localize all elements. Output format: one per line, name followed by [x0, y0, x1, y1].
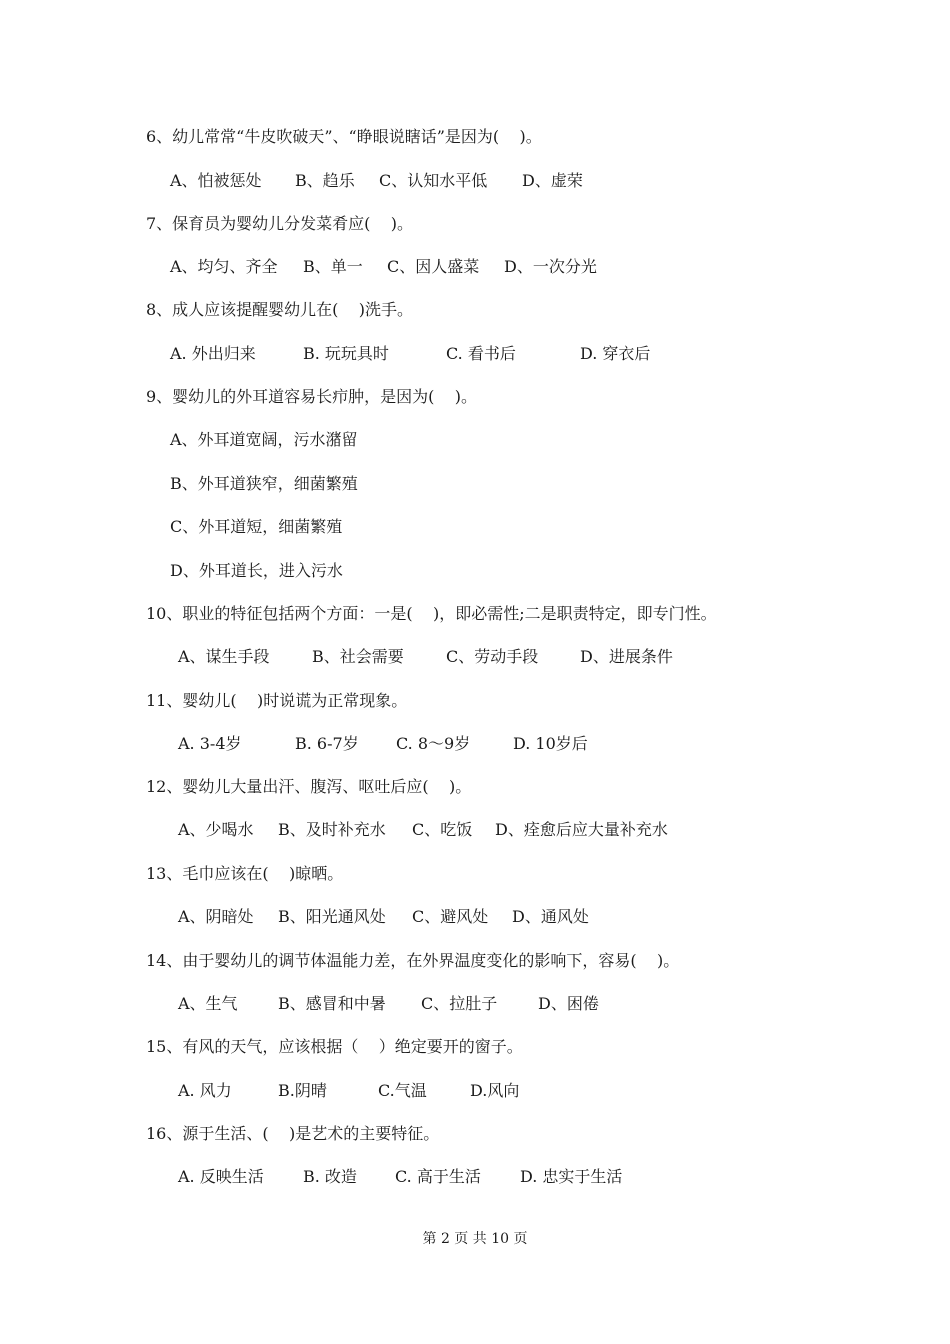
option-a: A. 3-4岁	[178, 734, 242, 753]
option-d: D.风向	[470, 1081, 520, 1100]
option-d: D、一次分光	[504, 257, 597, 276]
question-14: 14、由于婴幼儿的调节体温能力差，在外界温度变化的影响下，容易( )。	[146, 951, 680, 970]
question-12-options	[178, 819, 668, 841]
option-b: B、趋乐	[295, 171, 355, 190]
question-10: 10、职业的特征包括两个方面：一是( )，即必需性;二是职责特定，即专门性。	[146, 604, 717, 623]
option-a: A、阴暗处	[178, 907, 254, 926]
option-a: A、生气	[178, 994, 238, 1013]
question-6-options	[170, 170, 583, 192]
option-a: A、均匀、齐全	[170, 257, 278, 276]
question-7-options	[170, 256, 597, 278]
question-7: 7、保育员为婴幼儿分发菜肴应( )。	[146, 214, 414, 233]
question-11: 11、婴幼儿( )时说谎为正常现象。	[146, 691, 408, 710]
option-a: A、怕被惩处	[170, 171, 262, 190]
option-a: A、谋生手段	[178, 647, 270, 666]
option-b: B. 6-7岁	[295, 734, 359, 753]
option-c: C. 8～9岁	[396, 734, 471, 753]
option-b: B、单一	[303, 257, 363, 276]
option-d: D、进展条件	[580, 647, 673, 666]
option-c: C.气温	[378, 1081, 427, 1100]
question-11-options	[178, 733, 588, 755]
option-b: B. 改造	[303, 1167, 357, 1186]
option-a: A、外耳道宽阔，污水潴留	[170, 430, 358, 449]
option-b: B、阳光通风处	[278, 907, 386, 926]
option-b: B、外耳道狭窄，细菌繁殖	[170, 474, 358, 493]
question-6: 6、幼儿常常“牛皮吹破天”、“睁眼说瞎话”是因为( )。	[146, 127, 542, 146]
option-d: D. 忠实于生活	[520, 1167, 623, 1186]
option-c: C、拉肚子	[421, 994, 498, 1013]
question-14-options	[178, 993, 599, 1015]
option-d: D、困倦	[538, 994, 599, 1013]
option-b: B、感冒和中暑	[278, 994, 386, 1013]
question-16-options	[178, 1166, 622, 1188]
option-d: D. 穿衣后	[580, 344, 651, 363]
option-a: A. 外出归来	[170, 344, 256, 363]
question-16: 16、源于生活、( )是艺术的主要特征。	[146, 1124, 440, 1143]
option-d: D. 10岁后	[513, 734, 588, 753]
option-c: C. 看书后	[446, 344, 516, 363]
option-a: A. 反映生活	[178, 1167, 264, 1186]
option-a: A. 风力	[178, 1081, 232, 1100]
option-a: A、少喝水	[178, 820, 254, 839]
option-d: D、外耳道长，进入污水	[170, 561, 343, 580]
question-9: 9、婴幼儿的外耳道容易长疖肿，是因为( )。	[146, 387, 478, 406]
option-c: C、劳动手段	[446, 647, 539, 666]
question-13-options	[178, 906, 589, 928]
option-b: B、社会需要	[312, 647, 404, 666]
question-15-options	[178, 1080, 519, 1102]
option-b: B、及时补充水	[278, 820, 386, 839]
page-footer: 第 2 页 共 10 页	[422, 1231, 528, 1247]
option-c: C、外耳道短，细菌繁殖	[170, 517, 343, 536]
option-c: C、因人盛菜	[387, 257, 480, 276]
option-d: D、通风处	[512, 907, 589, 926]
option-b: B. 玩玩具时	[303, 344, 389, 363]
option-d: D、痊愈后应大量补充水	[495, 820, 668, 839]
question-13: 13、毛巾应该在( )晾晒。	[146, 864, 344, 883]
question-10-options	[178, 646, 673, 668]
option-c: C. 高于生活	[395, 1167, 481, 1186]
option-b: B.阴晴	[278, 1081, 327, 1100]
option-c: C、避风处	[412, 907, 489, 926]
question-15: 15、有风的天气，应该根据（ ）绝定要开的窗子。	[146, 1037, 523, 1056]
option-d: D、虚荣	[522, 171, 583, 190]
question-8-options	[170, 343, 650, 365]
question-8: 8、成人应该提醒婴幼儿在( )洗手。	[146, 300, 414, 319]
question-12: 12、婴幼儿大量出汗、腹泻、呕吐后应( )。	[146, 777, 472, 796]
option-c: C、吃饭	[412, 820, 473, 839]
option-c: C、认知水平低	[379, 171, 488, 190]
